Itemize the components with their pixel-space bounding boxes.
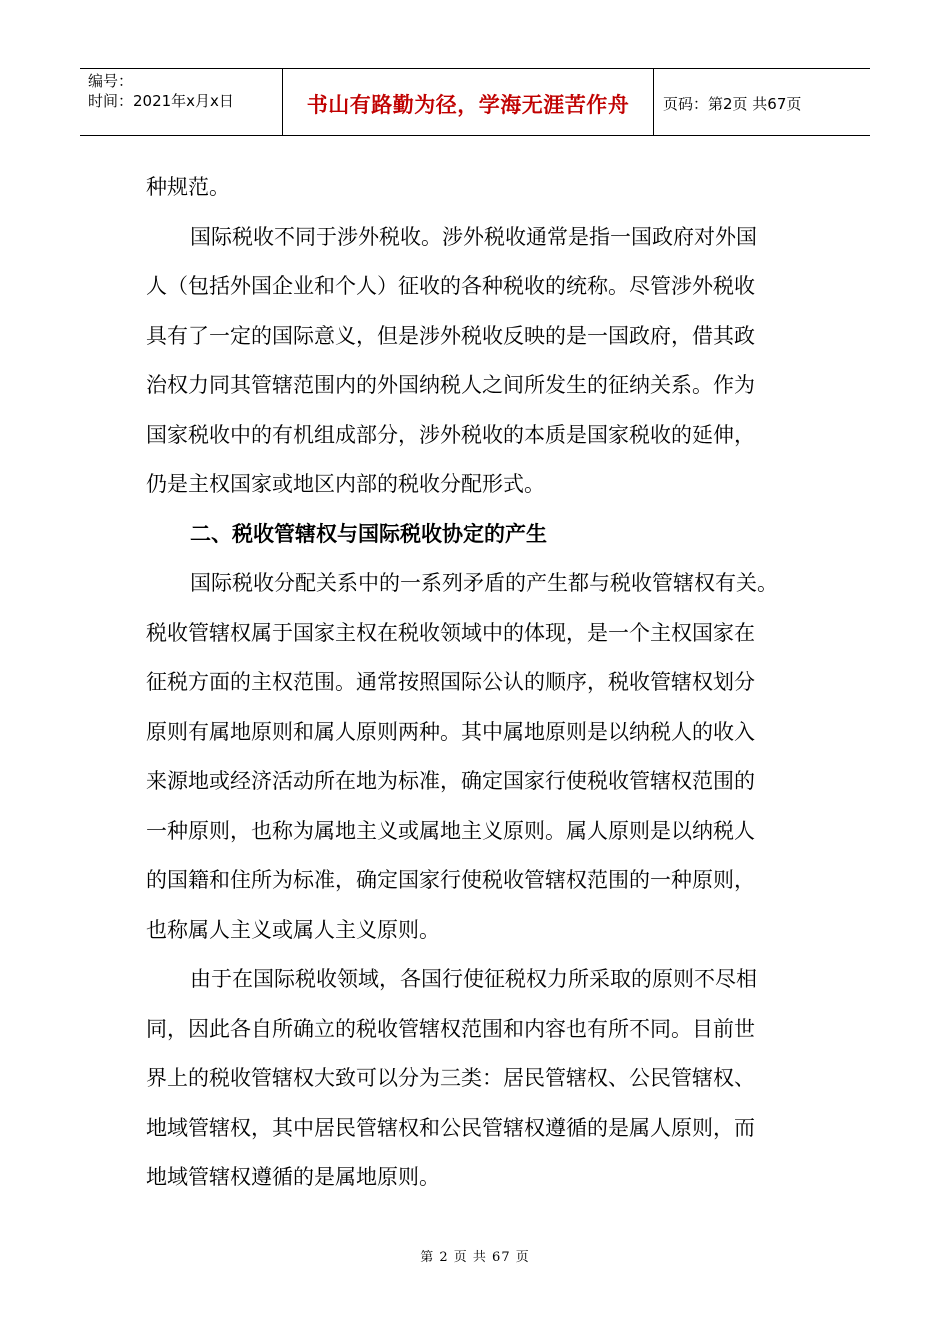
body-line: 地域管辖权遵循的是属地原则。	[146, 1165, 440, 1189]
body-line: 界上的税收管辖权大致可以分为三类：居民管辖权、公民管辖权、	[146, 1066, 755, 1090]
header-motto: 书山有路勤为径，学海无涯苦作舟	[282, 69, 654, 135]
body-line: 治权力同其管辖范围内的外国纳税人之间所发生的征纳关系。作为	[146, 373, 755, 397]
body-line: 一种原则，也称为属地主义或属地主义原则。属人原则是以纳税人	[146, 818, 755, 843]
page-footer: 第 2 页 共 67 页	[420, 1250, 530, 1265]
body-line: 地域管辖权，其中居民管辖权和公民管辖权遵循的是属人原则，而	[146, 1115, 755, 1140]
paragraph-line: 由于在国际税收领域，各国行使征税权力所采取的原则不尽相	[190, 967, 757, 991]
body-line: 也称属人主义或属人主义原则。	[146, 917, 440, 942]
body-line: 种规范。	[146, 175, 230, 199]
paragraph-line: 国际税收不同于涉外税收。涉外税收通常是指一国政府对外国	[190, 224, 757, 249]
body-line: 的国籍和住所为标准，确定国家行使税收管辖权范围的一种原则，	[146, 868, 755, 892]
body-line: 人（包括外国企业和个人）征收的各种税收的统称。尽管涉外税收	[146, 274, 755, 298]
body-line: 征税方面的主权范围。通常按照国际公认的顺序，税收管辖权划分	[146, 670, 755, 694]
paragraph-line: 国际税收分配关系中的一系列矛盾的产生都与税收管辖权有关。	[190, 571, 778, 595]
header-meta	[80, 69, 282, 135]
body-line: 原则有属地原则和属人原则两种。其中属地原则是以纳税人的收入	[146, 719, 755, 744]
document-number-label: 编号：	[88, 72, 134, 90]
document-body	[146, 163, 818, 1203]
body-line: 同，因此各自所确立的税收管辖权范围和内容也有所不同。目前世	[146, 1016, 755, 1041]
page-header	[80, 68, 870, 136]
body-line: 税收管辖权属于国家主权在税收领域中的体现，是一个主权国家在	[146, 620, 755, 645]
body-line: 来源地或经济活动所在地为标准，确定国家行使税收管辖权范围的	[146, 769, 755, 793]
section-heading: 二、税收管辖权与国际税收协定的产生	[190, 521, 547, 546]
body-line: 国家税收中的有机组成部分，涉外税收的本质是国家税收的延伸，	[146, 422, 755, 447]
body-line: 仍是主权国家或地区内部的税收分配形式。	[146, 472, 545, 496]
header-page-info: 页码：第2页 共67页	[663, 94, 802, 113]
document-date-label: 时间：2021年x月x日	[88, 92, 234, 110]
body-line: 具有了一定的国际意义，但是涉外税收反映的是一国政府，借其政	[146, 323, 755, 348]
